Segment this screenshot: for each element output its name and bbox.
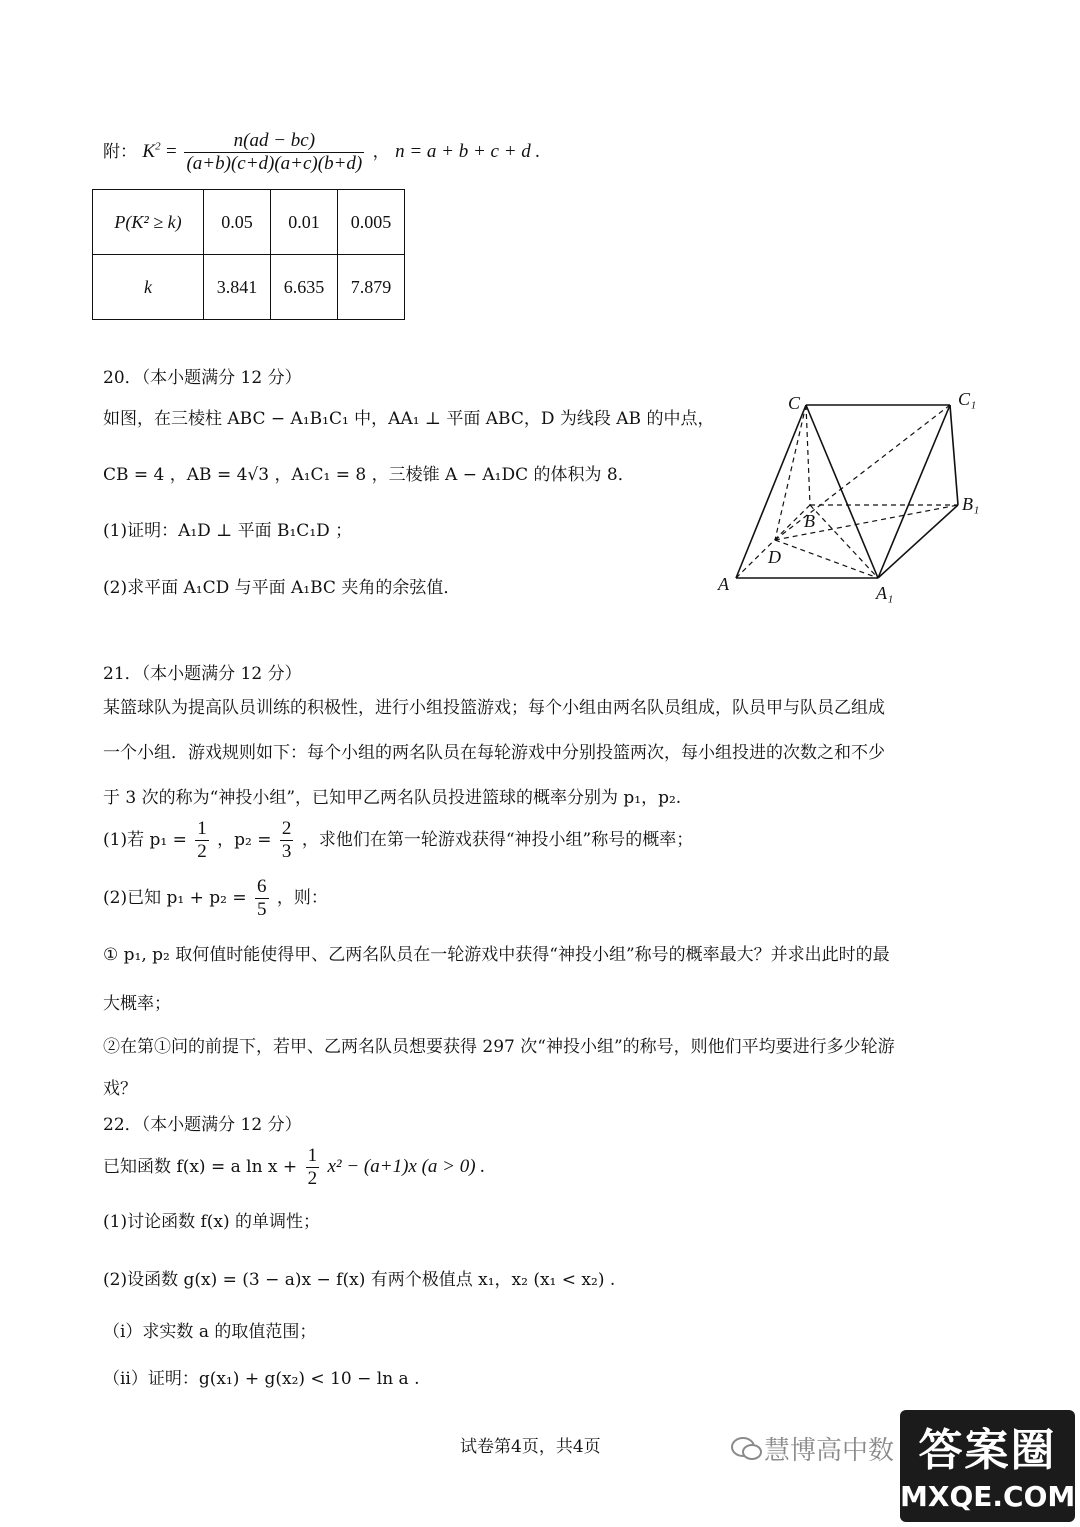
q20-heading: 20．（本小题满分 12 分） [103,368,302,388]
label-C1: C₁ [958,389,977,409]
q21-sub-1a: ① p₁, p₂ 取何值时能使得甲、乙两名队员在一轮游戏中获得“神投小组”称号的概率最大？并求出此时的最 [103,945,890,965]
wechat-account-name: 慧博高中数 [764,1436,895,1466]
label-B1: B₁ [962,494,980,514]
appendix-label: 附： [103,142,137,162]
table-cell: 0.05 [204,190,271,255]
label-A1: A₁ [876,583,894,603]
table-header-probability: P(K² ≥ k) [93,190,204,255]
q21-part-2: (2)已知 p₁ + p₂ = $\frac{6}{5}$ ，则： [103,876,328,920]
label-C: C [788,393,801,413]
table-cell: 3.841 [204,255,271,320]
q21-text-2: 一个小组．游戏规则如下：每个小组的两名队员在每轮游戏中分别投篮两次，每小组投进的次数之和不少 [103,743,885,763]
q21-heading: 21．（本小题满分 12 分） [103,664,302,684]
q22-part-2: (2)设函数 g(x) = (3 − a)x − f(x) 有两个极值点 x₁，x₂ (x₁ < x₂) . [103,1270,616,1290]
page-footer: 试卷第4页，共4页 [460,1437,601,1457]
edge-A1-B1 [878,505,958,578]
table-header-k: k [93,255,204,320]
edge-A-B [736,505,810,578]
edge-C-D [775,405,806,540]
q22-sub-i: （i）求实数 a 的取值范围； [103,1322,317,1342]
edge-C-A1 [806,405,878,578]
label-A: A [718,574,729,594]
edge-D-B1 [775,505,958,540]
logo-text: 答案圈 [918,1425,1057,1476]
table-cell: 6.635 [271,255,338,320]
answer-logo [900,1410,1075,1522]
wechat-watermark [730,1430,894,1467]
k-squared: $K^2$ [142,140,161,162]
n-definition: n = a + b + c + d . [395,141,541,162]
q22-sub-ii: （ii）证明：g(x₁) + g(x₂) < 10 − ln a . [103,1369,420,1389]
edge-C-B [806,405,810,505]
table-cell: 0.005 [338,190,405,255]
critical-value-table [92,189,405,320]
q21-sub-2b: 戏？ [103,1079,137,1099]
q20-text-2: CB = 4 ，AB = 4√3 ，A₁C₁ = 8 ，三棱锥 A − A₁DC 的体积为 8． [103,465,635,485]
logo-site: MXQE.COM [900,1480,1076,1513]
q21-text-1: 某篮球队为提高队员训练的积极性，进行小组投篮游戏；每个小组由两名队员组成，队员甲与队员乙组成 [103,698,885,718]
wechat-icon [730,1435,764,1463]
table-cell: 7.879 [338,255,405,320]
k2-fraction: $\frac{n(ad - bc)}{(a+b)(c+d)(a+c)(b+d)}$ [186,130,363,174]
q21-text-3: 于 3 次的称为“神投小组”，已知甲乙两名队员投进篮球的概率分别为 p₁，p₂. [103,788,682,808]
q20-part-1: (1)证明：A₁D ⊥ 平面 B₁C₁D ； [103,521,353,541]
edge-D-A1 [775,540,878,578]
edge-B-A1 [810,505,878,578]
q20-part-2: (2)求平面 A₁CD 与平面 A₁BC 夹角的余弦值． [103,578,461,598]
q22-part-1: (1)讨论函数 f(x) 的单调性； [103,1212,321,1232]
appendix-formula: 附： $K^2$ = $\frac{n(ad - bc)}{(a+b)(c+d)(a+c)(b+d)}$ ， n = a + b + c + d . [103,130,541,174]
label-B: B [804,511,815,531]
q20-text-1: 如图，在三棱柱 ABC − A₁B₁C₁ 中，AA₁ ⊥ 平面 ABC，D 为线段 AB 的中点， [103,409,715,429]
q21-sub-2a: ②在第①问的前提下，若甲、乙两名队员想要获得 297 次“神投小组”的称号，则他们平均要进行多少轮游 [103,1037,895,1057]
q21-part-1: (1)若 p₁ = $\frac{1}{2}$ ，p₂ = $\frac{2}{3}$ ，求他们在第一轮游戏获得“神投小组”称号的概率； [103,818,694,862]
prism-figure [710,385,1000,605]
table-cell: 0.01 [271,190,338,255]
edge-C1-B1 [950,405,958,505]
table-row [93,190,405,255]
q21-sub-1b: 大概率； [103,994,171,1014]
table-row [93,255,405,320]
q22-heading: 22．（本小题满分 12 分） [103,1115,302,1135]
label-D: D [768,547,781,567]
edge-A1-C1 [878,405,950,578]
q22-function: 已知函数 f(x) = a ln x + $\frac{1}{2}$ x² − (a+1)x (a > 0) . [103,1145,486,1189]
